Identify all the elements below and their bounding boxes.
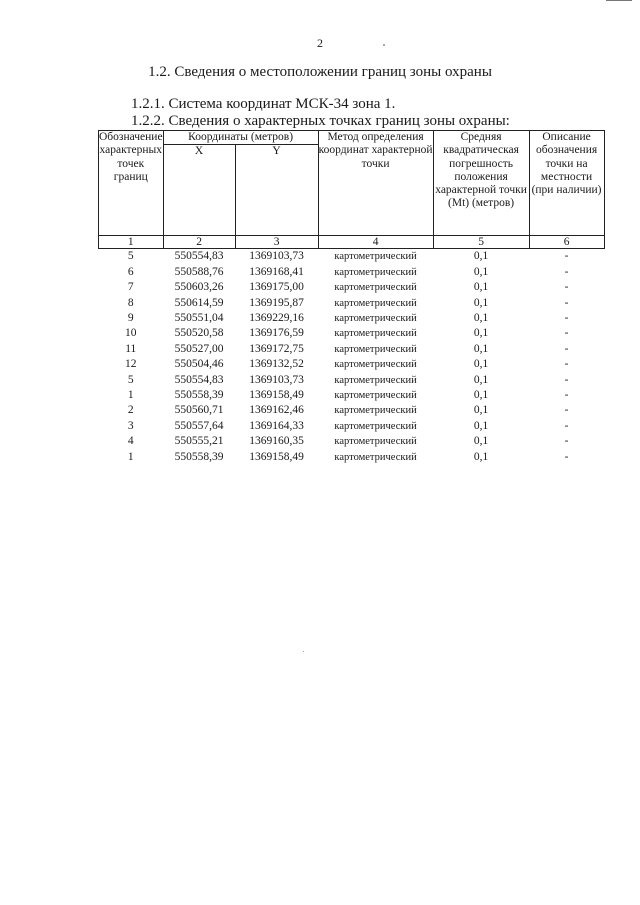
table-row [99,357,605,372]
cell-description: - [564,327,569,340]
header-mean-error: Средняя квадратическая погрешность положения характерной точки (Mt) (метров) [433,131,529,236]
cell-y: 1369195,87 [249,296,304,309]
cell-error: 0,1 [473,296,489,309]
cell-error: 0,1 [473,327,489,340]
cell-x: 550551,04 [174,311,224,324]
cell-point: 8 [127,296,134,309]
cell-error: 0,1 [473,342,489,355]
column-number: 2 [163,236,235,249]
cell-description: - [564,419,569,432]
cell-method: картометрический [334,282,417,294]
page-number: 2 [317,36,323,50]
cell-description: - [564,296,569,309]
points-table-body [99,249,605,465]
column-number: 1 [99,236,164,249]
cell-error: 0,1 [473,435,489,448]
scan-artifact-dot [383,44,385,46]
table-row [99,403,605,418]
cell-method: картометрический [334,343,417,355]
cell-x: 550527,00 [174,342,224,355]
cell-method: картометрический [334,405,417,417]
points-heading: 1.2.2. Сведения о характерных точках границ зоны охраны: [131,113,510,129]
section-title: 1.2. Сведения о местоположении границ зоны охраны [148,64,492,80]
cell-method: картометрический [334,451,417,463]
cell-description: - [564,435,569,448]
table-row [99,373,605,388]
cell-error: 0,1 [473,311,489,324]
cell-method: картометрический [334,389,417,401]
cell-x: 550554,83 [174,373,224,386]
cell-x: 550520,58 [174,327,224,340]
cell-description: - [564,450,569,463]
cell-point: 10 [125,327,137,340]
cell-description: - [564,250,569,263]
cell-x: 550588,76 [174,265,224,278]
cell-x: 550558,39 [174,388,224,401]
cell-method: картометрический [334,359,417,371]
table-row [99,419,605,434]
header-point-designation: Обозначение характерных точек границ [99,131,164,236]
cell-error: 0,1 [473,250,489,263]
cell-point: 12 [125,358,137,371]
cell-y: 1369160,35 [249,435,304,448]
column-number: 4 [318,236,433,249]
table-row [99,311,605,326]
cell-method: картометрический [334,436,417,448]
cell-x: 550560,71 [174,404,224,417]
cell-y: 1369176,59 [249,327,304,340]
cell-point: 1 [127,450,134,463]
table-row [99,326,605,341]
cell-method: картометрический [334,297,417,309]
cell-point: 7 [127,281,134,294]
cell-point: 3 [127,419,134,432]
table-row [99,280,605,295]
table-row [99,388,605,403]
cell-x: 550603,26 [174,281,224,294]
cell-y: 1369103,73 [249,373,304,386]
cell-error: 0,1 [473,450,489,463]
cell-method: картометрический [334,374,417,386]
cell-point: 11 [125,342,137,355]
column-number: 6 [529,236,604,249]
cell-description: - [564,311,569,324]
cell-description: - [564,358,569,371]
cell-description: - [564,265,569,278]
cell-y: 1369172,75 [249,342,304,355]
cell-y: 1369229,16 [249,311,304,324]
cell-y: 1369162,46 [249,404,304,417]
cell-description: - [564,281,569,294]
table-row [99,249,605,265]
cell-x: 550614,59 [174,296,224,309]
cell-point: 2 [127,404,134,417]
cell-y: 1369132,52 [249,358,304,371]
table-row [99,450,605,465]
column-number-row [99,236,605,249]
cell-method: картометрический [334,312,417,324]
cell-point: 1 [127,388,134,401]
scan-artifact-dot [303,651,304,652]
cell-point: 5 [127,250,134,263]
cell-description: - [564,373,569,386]
cell-y: 1369103,73 [249,250,304,263]
cell-x: 550555,21 [174,435,224,448]
cell-method: картометрический [334,328,417,340]
cell-point: 6 [127,265,134,278]
header-method: Метод определения координат характерной точки [318,131,433,236]
cell-description: - [564,404,569,417]
cell-y: 1369168,41 [249,265,304,278]
table-row [99,434,605,449]
scan-corner-mark [606,0,632,4]
cell-method: картометрический [334,251,417,263]
cell-error: 0,1 [473,265,489,278]
cell-point: 5 [127,373,134,386]
cell-description: - [564,342,569,355]
cell-method: картометрический [334,420,417,432]
cell-x: 550557,64 [174,419,224,432]
boundary-points-table [98,130,605,465]
cell-point: 4 [127,435,134,448]
cell-error: 0,1 [473,388,489,401]
cell-point: 9 [127,311,134,324]
cell-description: - [564,388,569,401]
column-number: 5 [433,236,529,249]
header-x: X [163,145,235,236]
cell-y: 1369158,49 [249,450,304,463]
cell-method: картометрический [334,266,417,278]
header-y: Y [235,145,318,236]
coordinate-system-heading: 1.2.1. Система координат МСК-34 зона 1. [131,96,396,112]
cell-error: 0,1 [473,281,489,294]
cell-x: 550558,39 [174,450,224,463]
cell-x: 550554,83 [174,250,224,263]
header-coordinates: Координаты (метров) [163,131,318,145]
cell-error: 0,1 [473,373,489,386]
column-number: 3 [235,236,318,249]
cell-error: 0,1 [473,404,489,417]
header-description: Описание обозначения точки на местности (при наличии) [529,131,604,236]
cell-y: 1369164,33 [249,419,304,432]
table-row [99,342,605,357]
table-row [99,296,605,311]
cell-y: 1369175,00 [249,281,304,294]
cell-error: 0,1 [473,419,489,432]
cell-error: 0,1 [473,358,489,371]
table-row [99,265,605,280]
cell-y: 1369158,49 [249,388,304,401]
cell-x: 550504,46 [174,358,224,371]
